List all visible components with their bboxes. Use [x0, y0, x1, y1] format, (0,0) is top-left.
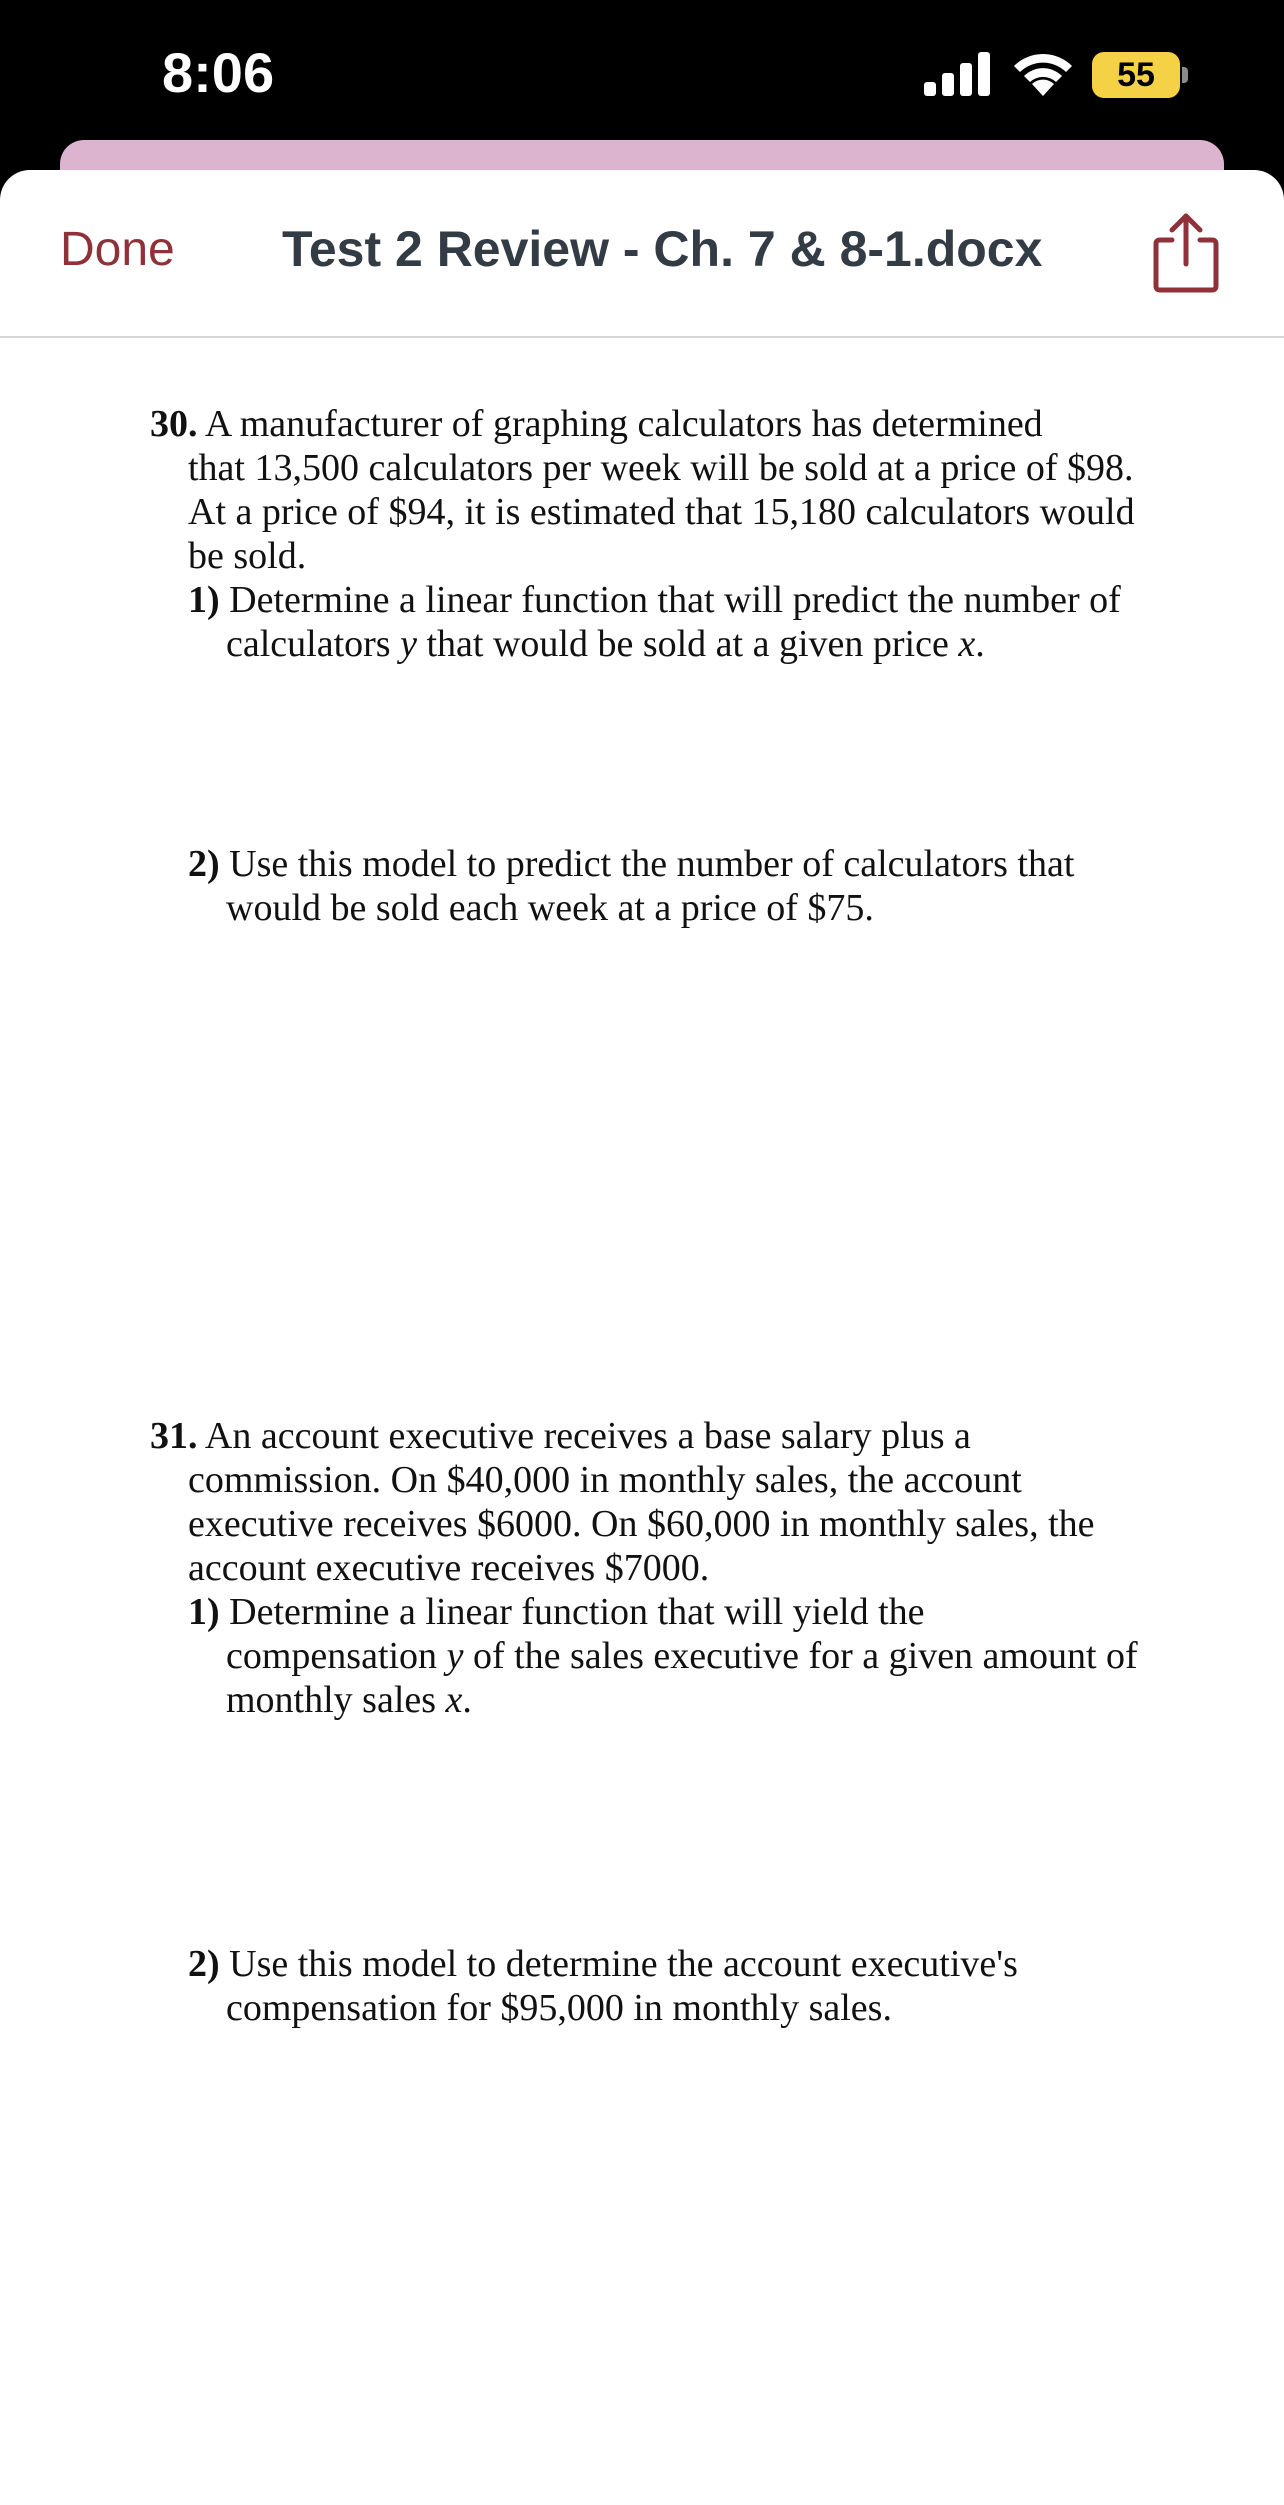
part-text: of the sales executive for a given amount of	[463, 1635, 1138, 1677]
part-number: 1)	[188, 579, 220, 621]
done-button[interactable]: Done	[60, 223, 175, 276]
question-31-line-4: account executive receives $7000.	[188, 1547, 710, 1589]
status-bar	[0, 0, 1284, 150]
question-31-part-1-line-3	[150, 1678, 1150, 1722]
question-31	[150, 1414, 1150, 1722]
question-31-line-1	[150, 1414, 1150, 1458]
status-time: 8:06	[162, 41, 275, 104]
question-31-part-2-line-2: compensation for $95,000 in monthly sales.	[226, 1987, 892, 2029]
question-31-line-2: commission. On $40,000 in monthly sales, the account	[188, 1459, 1022, 1501]
question-30-number: 30.	[150, 403, 198, 445]
document-viewer-sheet	[0, 170, 1284, 2505]
part-text: .	[462, 1679, 472, 1721]
question-30-text: A manufacturer of graphing calculators has determined	[197, 403, 1043, 445]
wifi-icon	[1012, 50, 1074, 96]
question-30-part-2-line-2: would be sold each week at a price of $75.	[226, 887, 874, 929]
question-31-part-1	[150, 1590, 1150, 1634]
part-text: calculators	[226, 623, 401, 665]
variable-x: x	[445, 1679, 463, 1721]
question-30-part-2	[150, 842, 1150, 930]
question-31-part-2	[150, 1942, 1150, 2030]
battery-level: 55	[1092, 52, 1180, 98]
part-text: compensation	[226, 1635, 447, 1677]
question-30-part-2-line-1	[150, 842, 1150, 886]
part-text: Use this model to predict the number of calculators that	[219, 843, 1075, 885]
share-icon[interactable]	[1150, 210, 1222, 294]
question-30-part-1-line-2	[150, 622, 1150, 666]
part-text: that would be sold at a given price	[416, 623, 959, 665]
question-30-part-1	[150, 578, 1150, 622]
battery-cap	[1182, 67, 1188, 83]
cellular-signal-icon	[922, 52, 994, 96]
battery-icon	[1092, 52, 1188, 98]
navigation-bar	[0, 170, 1284, 338]
question-31-part-1-line-2	[150, 1634, 1150, 1678]
variable-x: x	[958, 623, 976, 665]
question-30-line-4: be sold.	[188, 535, 307, 577]
part-text: Determine a linear function that will yield the	[219, 1591, 925, 1633]
question-31-number: 31.	[150, 1415, 198, 1457]
question-31-part-2-line-1	[150, 1942, 1150, 1986]
question-30	[150, 402, 1150, 666]
part-number: 2)	[188, 1943, 220, 1985]
variable-y: y	[446, 1635, 464, 1677]
part-number: 1)	[188, 1591, 220, 1633]
part-text: .	[975, 623, 985, 665]
question-31-text: An account executive receives a base salary plus a	[197, 1415, 971, 1457]
question-30-line-1	[150, 402, 1150, 446]
question-31-line-3: executive receives $6000. On $60,000 in monthly sales, the	[188, 1503, 1095, 1545]
variable-y: y	[400, 623, 417, 665]
part-text: Use this model to determine the account executive's	[219, 1943, 1018, 1985]
part-text: Determine a linear function that will predict the number of	[219, 579, 1121, 621]
question-30-line-2: that 13,500 calculators per week will be sold at a price of $98.	[188, 447, 1134, 489]
part-text: monthly sales	[226, 1679, 446, 1721]
question-30-line-3: At a price of $94, it is estimated that 15,180 calculators would	[188, 491, 1135, 533]
part-number: 2)	[188, 843, 220, 885]
document-title: Test 2 Review - Ch. 7 & 8-1.docx	[282, 221, 1043, 277]
